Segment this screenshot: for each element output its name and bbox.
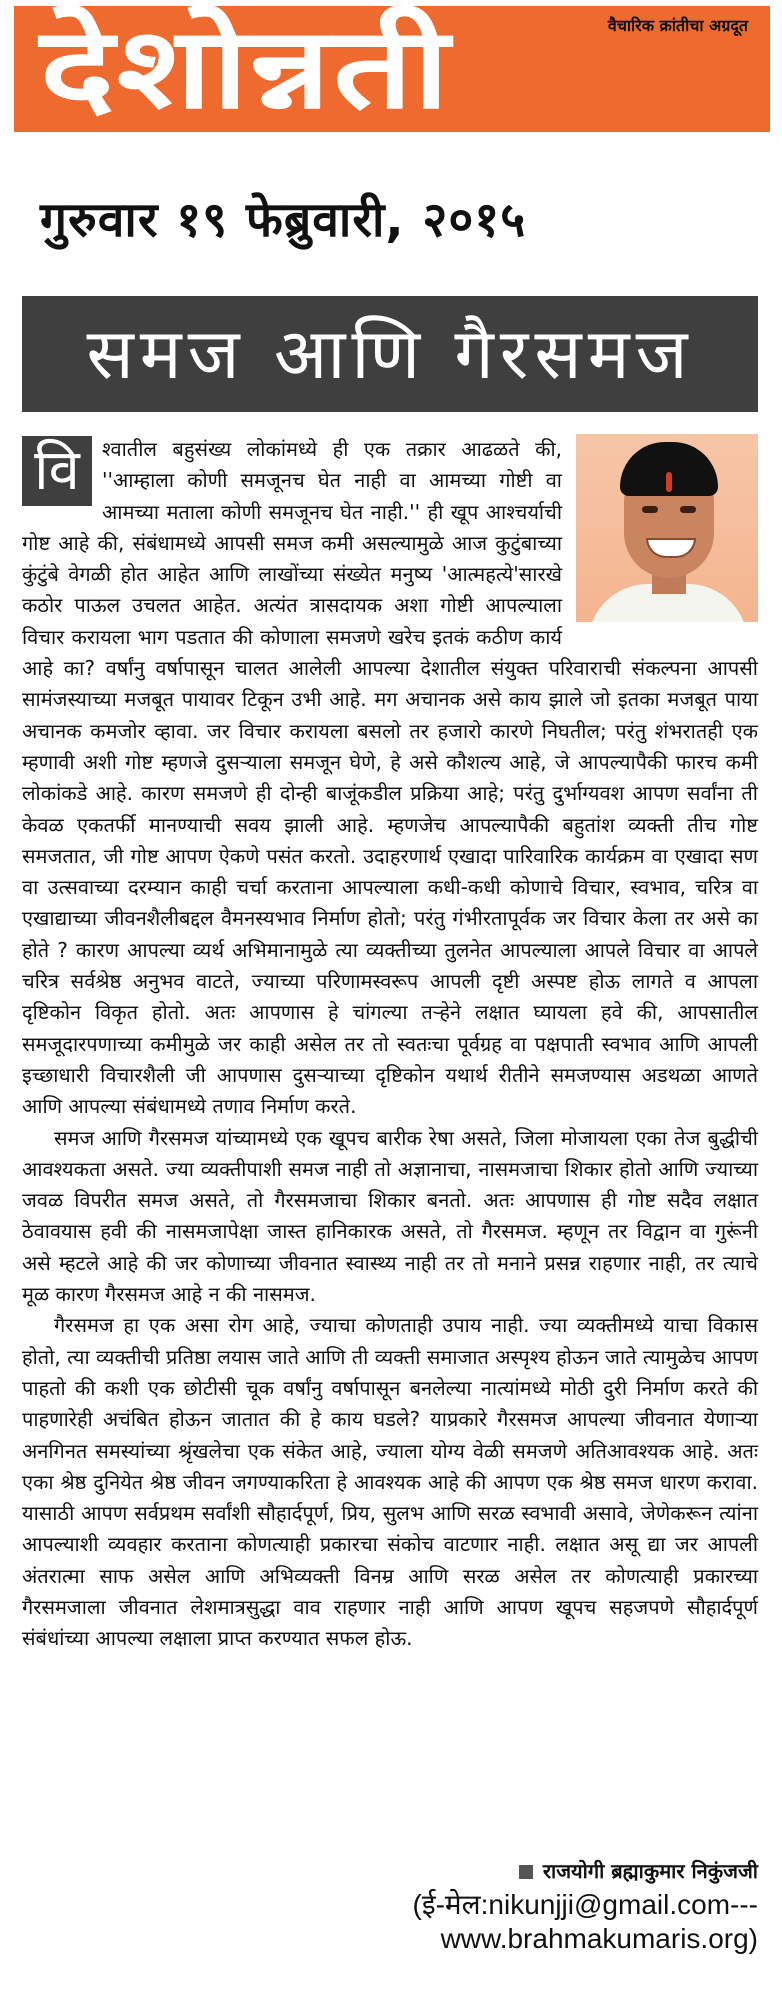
headline-band — [22, 296, 758, 412]
article-body — [22, 434, 758, 1655]
article-paragraph-2: समज आणि गैरसमज यांच्यामध्ये एक खूपच बारीक रेषा असते, जिला मोजायला एका तेज बुद्धीची आवश्यकता असते. ज्या व्यक्तीपाशी समज नाही तो अज्ञानाचा, नासमजाचा शिकार होतो आणि ज्याच्या जवळ विपरीत समज असते, तो गैरसमजाचा शिकार बनतो. अतः आपणास ही गोष्ट सदैव लक्षात ठेवावयास हवी की नासमजापेक्षा जास्त हानिकारक असते, तो गैरसमज. म्हणून तर विद्वान वा गुरूंनी असे म्हटले आहे की जर कोणाच्या जीवनात स्वास्थ्य नाही तर तो मनाने प्रसन्न राहणार नाही, तर त्याचे मूळ कारण गैरसमज आहे न की नासमज. — [22, 1125, 758, 1307]
author-portrait-icon — [576, 434, 758, 622]
article-paragraph-3: गैरसमज हा एक असा रोग आहे, ज्याचा कोणताही उपाय नाही. ज्या व्यक्तीमध्ये याचा विकास होतो, त्या व्यक्तीची प्रतिष्ठा लयास जाते आणि ती व्यक्ती समाजात अस्पृश्य होऊन जाते त्यामुळेच आपण पाहतो की कशी एक छोटीसी चूक वर्षांनु वर्षापासून बनलेल्या नात्यांमध्ये मोठी दुरी निर्माण करते की पाहणारेही अचंबित होऊन जातात की हे काय घडले? याप्रकारे गैरसमज आपल्या जीवनात येणाऱ्या अनगिनत समस्यांच्या श्रृंखलेचा एक संकेत आहे, ज्याला योग्य वेळी समजणे अतिआवश्यक आहे. अतः एका श्रेष्ठ दुनियेत श्रेष्ठ जीवन जगण्याकरिता हे आवश्यक आहे की आपण एक श्रेष्ठ समज धारण करावा. यासाठी आपण सर्वप्रथम सर्वांशी सौहार्दपूर्ण, प्रिय, सुलभ आणि सरळ स्वभावी असावे, जेणेकरून त्यांना आपल्याशी व्यवहार करताना कोणत्याही प्रकारचा संकोच वाटणार नाही. लक्षात असू द्या जर आपली अंतरात्मा साफ असेल आणि अभिव्यक्ती विनम्र आणि सरळ असेल तर कोणत्याही प्रकारच्या गैरसमजाला जीवनात लेशमात्रसुद्धा वाव राहणार नाही आणि आपण खूपच सहजपणे सौहार्दपूर्ण संबंधांच्या आपल्या लक्षाला प्राप्त करण्यात सफल होऊ. — [22, 1313, 758, 1651]
masthead-tagline: वैचारिक क्रांतीचा अग्रदूत — [607, 16, 748, 35]
author-name-line — [198, 1854, 758, 1888]
bullet-square-icon — [519, 1865, 533, 1879]
paper-name-logo: देशोन्नती — [40, 4, 452, 134]
publication-date: गुरुवार १९ फेब्रुवारी, २०१५ — [40, 192, 527, 248]
drop-cap: वि — [22, 436, 92, 506]
author-signature — [198, 1854, 758, 1956]
article-headline: समज आणि गैरसमज — [86, 313, 694, 395]
article-paragraph-1: श्वातील बहुसंख्य लोकांमध्ये ही एक तक्रार आढळते की, ''आम्हाला कोणी समजूनच घेत नाही वा आमच्या गोष्टी वा आमच्या मताला कोणी समजूनच घेत नाही.'' ही खूप आश्चर्याची गोष्ट आहे की, संबंधामध्ये आपसी समज कमी असल्यामुळे आज कुटुंबाच्या कुंटुंबे वेगळी होत आहेत आणि लाखोंच्या संख्येत मनुष्य 'आत्महत्ये'सारखे कठोर पाऊल उचलत आहेत. अत्यंत त्रासदायक अशा गोष्टी आपल्याला विचार करायला भाग पडतात की कोणाला समजणे खरेच इतकं कठीण कार्य आहे का? वर्षांनु वर्षापासून चालत आलेली आपल्या देशातील संयुक्त परिवाराची संकल्पना आपसी सामंजस्याच्या मजबूत पायावर टिकून उभी आहे. मग अचानक असे काय झाले जो इतका मजबूत पाया अचानक कमजोर व्हावा. जर विचार करायला बसलो तर हजारो कारणे निघतील; परंतु शंभरातही एक म्हणावी अशी गोष्ट म्हणजे दुसऱ्याला समजून घेणे, हे असे कौशल्य आहे, जे आपल्यापैकी फारच कमी लोकांकडे आहे. कारण समजणे ही दोन्ही बाजूंकडील प्रक्रिया आहे; परंतु दुर्भाग्यवश आपण सर्वांना ती केवळ एकतर्फी मानण्याची सवय झाली आहे. म्हणजेच आपल्यापैकी बहुतांश व्यक्ती तीच गोष्ट समजतात, जी गोष्ट आपण ऐकणे पसंत करतो. उदाहरणार्थ एखादा पारिवारिक कार्यक्रम वा एखादा सण वा उत्सवाच्या दरम्यान काही चर्चा करताना आपल्याला कधी-कधी कोणाचे विचार, स्वभाव, चरित्र वा एखाद्याच्या जीवनशैलीबद्दल वैमनस्यभाव निर्माण होतो; परंतु गंभीरतापूर्वक जर विचार केला तर असे का होते ? कारण आपल्या व्यर्थ अभिमानामुळे त्या व्यक्तीच्या तुलनेत आपल्याला आपले विचार वा आपले चरित्र सर्वश्रेष्ठ अनुभव वाटते, ज्याच्या परिणामस्वरूप आपली दृष्टी अस्पष्ट होऊ लागते व आपला दृष्टिकोन विकृत होतो. अतः आपणास हे चांगल्या तऱ्हेने लक्षात घ्यायला हवे की, आपसातील समजूदारपणाच्या कमीमुळे जर काही असेल तर तो स्वतःचा पूर्वग्रह वा पक्षपाती स्वभाव आणि आपली इच्छाधारी विचारशैली जी आपणास दुसऱ्याच्या दृष्टिकोन यथार्थ रीतीने समजण्यास अडथळा आणते आणि आपल्या संबंधामध्ये तणाव निर्माण करते. — [22, 437, 758, 1119]
masthead — [14, 6, 770, 132]
author-email[interactable]: (ई-मेल:nikunjji@gmail.com--- — [412, 1889, 758, 1920]
author-name: राजयोगी ब्रह्माकुमार निकुंजजी — [542, 1859, 758, 1883]
author-website[interactable]: www.brahmakumaris.org) — [440, 1923, 758, 1954]
